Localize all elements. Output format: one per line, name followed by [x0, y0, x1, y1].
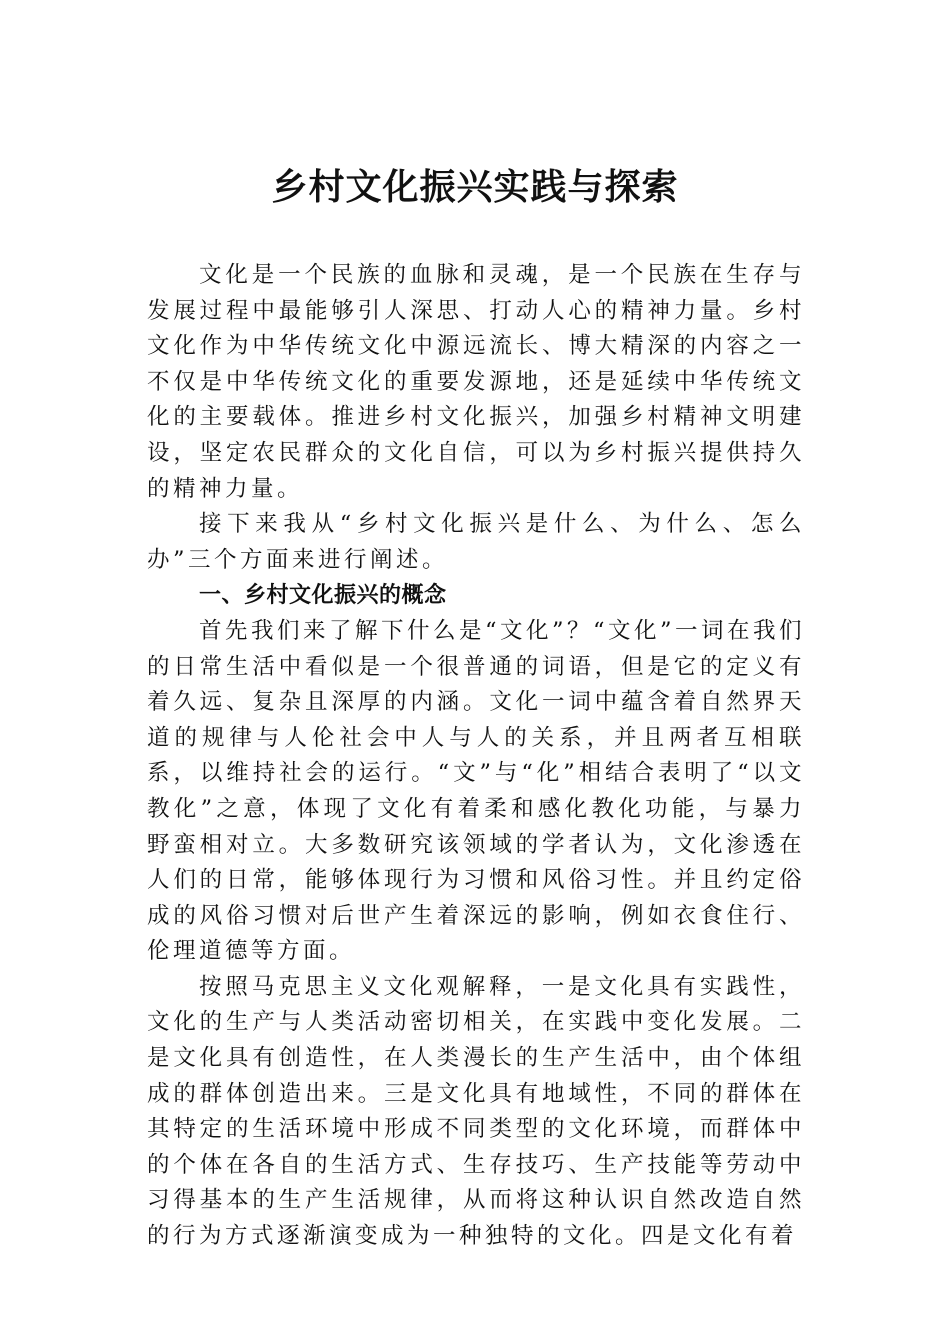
paragraph-outline: 接下来我从“乡村文化振兴是什么、为什么、怎么办”三个方面来进行阐述。: [147, 511, 805, 573]
paragraph-culture-definition: 首先我们来了解下什么是“文化”？“文化”一词在我们的日常生活中看似是一个很普通的词语，但是它的定义有着久远、复杂且深厚的内涵。文化一词中蕴含着自然界天道的规律与人伦社会中人与人的关系，并且两者互相联系，以维持社会的运行。“文”与“化”相结合表明了“以文教化”之意，体现了文化有着柔和感化教化功能，与暴力野蛮相对立。大多数研究该领域的学者认为，文化渗透在人们的日常，能够体现行为习惯和风俗习性。并且约定俗成的风俗习惯对后世产生着深远的影响，例如衣食住行、伦理道德等方面。: [147, 617, 806, 965]
section-heading: 一、乡村文化振兴的概念: [199, 583, 447, 609]
document-title: 乡村文化振兴实践与探索: [271, 166, 679, 208]
paragraph-intro: 文化是一个民族的血脉和灵魂，是一个民族在生存与发展过程中最能够引人深思、打动人心的精神力量。乡村文化作为中华传统文化中源远流长、博大精深的内容之一不仅是中华传统文化的重要发源地，还是延续中华传统文化的主要载体。推进乡村文化振兴，加强乡村精神文明建设，坚定农民群众的文化自信，可以为乡村振兴提供持久的精神力量。: [147, 262, 805, 502]
paragraph-marxist-view: 按照马克思主义文化观解释，一是文化具有实践性，文化的生产与人类活动密切相关，在实践中变化发展。二是文化具有创造性，在人类漫长的生产生活中，由个体组成的群体创造出来。三是文化具有地域性，不同的群体在其特定的生活环境中形成不同类型的文化环境，而群体中的个体在各自的生活方式、生存技巧、生产技能等劳动中习得基本的生产生活规律，从而将这种认识自然改造自然的行为方式逐渐演变成为一种独特的文化。四是文化有着: [147, 973, 805, 1250]
document-body: [147, 258, 805, 1255]
